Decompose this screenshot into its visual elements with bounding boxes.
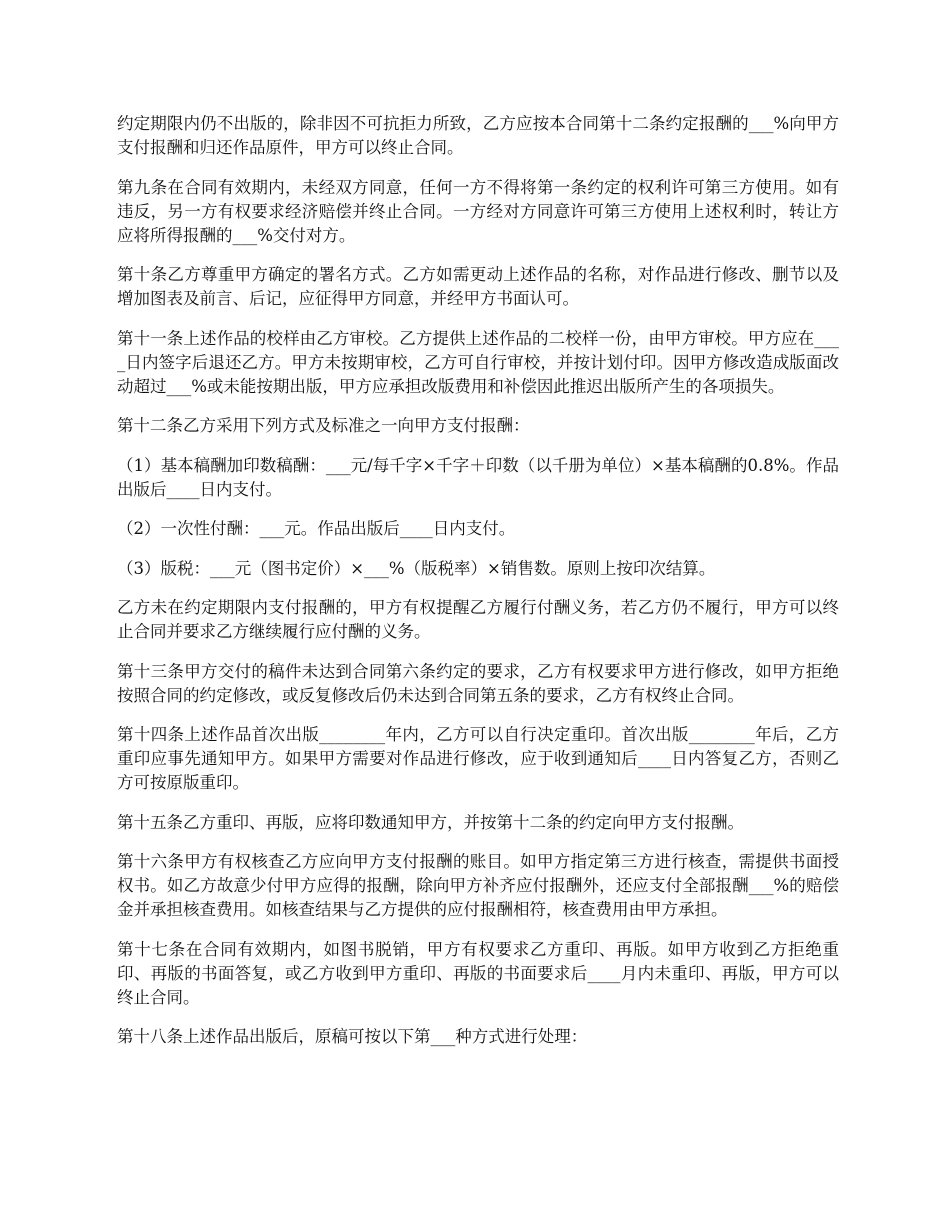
paragraph-clause-15: 第十五条乙方重印、再版，应将印数通知甲方，并按第十二条的约定向甲方支付报酬。: [117, 812, 744, 832]
paragraph-clause-11: 第十一条上述作品的校样由乙方审校。乙方提供上述作品的二校样一份，由甲方审校。甲方应在____日内签字后退还乙方。甲方未按期审校，乙方可自行审校，并按计划付印。因甲方修改造成版面改动超过___%或未能按期出版，甲方应承担改版费用和补偿因此推迟出版所产生的各项损失。: [117, 328, 839, 396]
paragraph-clause-17: 第十七条在合同有效期内，如图书脱销，甲方有权要求乙方重印、再版。如甲方收到乙方拒绝重印、再版的书面答复，或乙方收到甲方重印、再版的书面要求后____月内未重印、再版，甲方可以终止合同。: [117, 939, 839, 1007]
paragraph-clause-14: 第十四条上述作品首次出版________年内，乙方可以自行决定重印。首次出版________年后，乙方重印应事先通知甲方。如果甲方需要对作品进行修改，应于收到通知后____日内答复乙方，否则乙方可按原版重印。: [117, 725, 839, 792]
paragraph-clause-12-option-2: （2）一次性付酬：___元。作品出版后____日内支付。: [117, 519, 516, 538]
paragraph-clause-18: 第十八条上述作品出版后，原稿可按以下第___种方式进行处理：: [117, 1027, 588, 1046]
document-page: [117, 112, 839, 1065]
paragraph-clause-9: 第九条在合同有效期内，未经双方同意，任何一方不得将第一条约定的权利许可第三方使用。如有违反，另一方有权要求经济赔偿并终止合同。一方经对方同意许可第三方使用上述权利时，转让方应将所得报酬的___%交付对方。: [117, 177, 839, 245]
paragraph-clause-12-option-3: （3）版税：___元（图书定价）×___%（版税率）×销售数。原则上按印次结算。: [117, 558, 716, 578]
paragraph-clause-12-option-1: （1）基本稿酬加印数稿酬：___元/每千字×千字＋印数（以千册为单位）×基本稿酬的0.8%。作品出版后____日内支付。: [117, 455, 839, 499]
paragraph-clause-10: 第十条乙方尊重甲方确定的署名方式。乙方如需更动上述作品的名称，对作品进行修改、删节以及增加图表及前言、后记，应征得甲方同意，并经甲方书面认可。: [117, 265, 839, 308]
paragraph-clause-12: 第十二条乙方采用下列方式及标准之一向甲方支付报酬：: [117, 416, 530, 435]
paragraph-clause-8-cont: 约定期限内仍不出版的，除非因不可抗拒力所致，乙方应按本合同第十二条约定报酬的___%向甲方支付报酬和归还作品原件，甲方可以终止合同。: [117, 114, 839, 157]
paragraph-payment-default: 乙方未在约定期限内支付报酬的，甲方有权提醒乙方履行付酬义务，若乙方仍不履行，甲方可以终止合同并要求乙方继续履行应付酬的义务。: [117, 598, 839, 641]
paragraph-clause-16: 第十六条甲方有权核查乙方应向甲方支付报酬的账目。如甲方指定第三方进行核查，需提供书面授权书。如乙方故意少付甲方应得的报酬，除向甲方补齐应付报酬外，还应支付全部报酬___%的赔偿金并承担核查费用。如核查结果与乙方提供的应付报酬相符，核查费用由甲方承担。: [117, 852, 839, 919]
paragraph-clause-13: 第十三条甲方交付的稿件未达到合同第六条约定的要求，乙方有权要求甲方进行修改，如甲方拒绝按照合同的约定修改，或反复修改后仍未达到合同第五条的要求，乙方有权终止合同。: [117, 661, 839, 705]
